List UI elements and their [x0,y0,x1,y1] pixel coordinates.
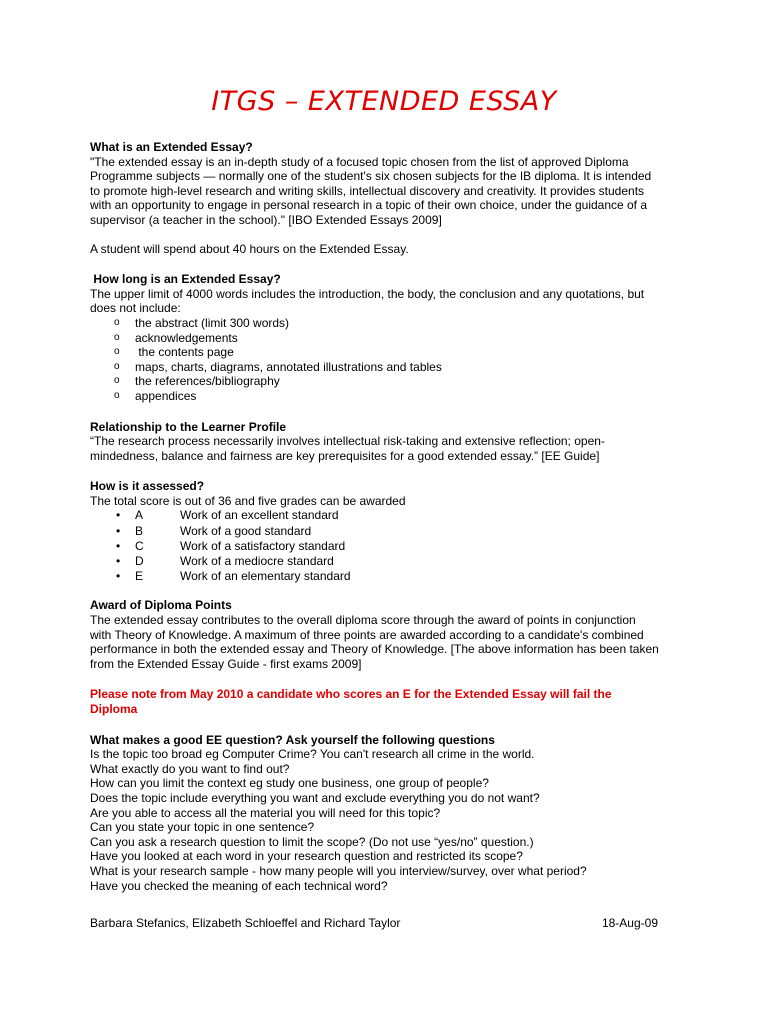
grade-letter: E [135,569,144,584]
paragraph: The upper limit of 4000 words includes the introduction, the body, the conclusion and any quotations, but does not include: [90,286,645,316]
grade-item [90,569,660,584]
grade-desc: Work of an elementary standard [180,569,351,584]
list-item: o the contents page [90,345,660,360]
section-heading: How is it assessed? [90,479,205,494]
list-item: o the abstract (limit 300 words) [90,316,660,331]
exclusion-list [90,316,660,404]
section-heading: Award of Diploma Points [90,598,232,613]
grade-item [90,508,660,523]
paragraph: “The research process necessarily involves intellectual risk-taking and extensive reflection; open-mindedness, balance and fairness are key prerequisites for a good extended essay.” [EE Guide] [90,434,605,463]
footer-authors: Barbara Stefanics, Elizabeth Schloeffel and Richard Taylor [90,916,401,930]
question-line: What is your research sample - how many people will you interview/survey, over what period? [90,863,587,878]
diploma-warning: Please note from May 2010 a candidate who scores an E for the Extended Essay will fail the Diploma [90,687,612,716]
question-line: Are you able to access all the material you will need for this topic? [90,805,441,820]
grade-item [90,524,660,539]
list-item: o appendices [90,389,660,404]
grade-letter: B [135,523,144,538]
paragraph: The total score is out of 36 and five grades can be awarded [90,493,406,508]
grade-item [90,539,660,554]
grade-desc: Work of a good standard [180,523,312,538]
page-footer [90,916,658,930]
section-heading: Relationship to the Learner Profile [90,419,287,434]
page-title: ITGS – EXTENDED ESSAY [211,86,557,117]
question-line: Is the topic too broad eg Computer Crime? You can't research all crime in the world. [90,747,535,762]
grade-item [90,554,660,569]
grade-desc: Work of an excellent standard [180,508,339,523]
question-line: Have you looked at each word in your research question and restricted its scope? [90,849,523,864]
list-item: o maps, charts, diagrams, annotated illustrations and tables [90,360,660,375]
paragraph: "The extended essay is an in-depth study of a focused topic chosen from the list of approved Diploma Programme subjects — normally one of the student's six chosen subjects for the IB diploma. It is intended to promote high-level research and writing skills, intellectual discovery and creativity. It provides students with an opportunity to engage in personal research in a topic of their own choice, under the guidance of a supervisor (a teacher in the school)." [IBO Extended Essays 2009] [90,154,652,227]
grade-letter: A [135,508,144,523]
document-body [90,140,660,893]
grade-desc: Work of a satisfactory standard [180,538,346,553]
question-line: Can you state your topic in one sentence? [90,820,315,835]
grade-letter: D [135,554,144,569]
question-line: What exactly do you want to find out? [90,761,290,776]
question-line: How can you limit the context eg study one business, one group of people? [90,776,489,791]
question-line: Have you checked the meaning of each technical word? [90,878,388,893]
list-item: o the references/bibliography [90,374,660,389]
section-heading: How long is an Extended Essay? [90,272,281,287]
section-heading: What makes a good EE question? Ask yourself the following questions [90,732,495,747]
section-heading: What is an Extended Essay? [90,140,253,154]
grade-list [90,508,660,584]
paragraph: A student will spend about 40 hours on the Extended Essay. [90,241,409,256]
footer-date: 18-Aug-09 [601,916,658,930]
grade-desc: Work of a mediocre standard [180,554,334,569]
paragraph: The extended essay contributes to the overall diploma score through the award of points in conjunction with Theory of Knowledge. A maximum of three points are awarded according to a candidate's combined performance in both the extended essay and Theory of Knowledge. [The above information has been taken from the Extended Essay Guide - first exams 2009] [90,613,659,671]
question-line: Does the topic include everything you want and exclude everything you do not want? [90,790,540,805]
question-line: Can you ask a research question to limit the scope? (Do not use “yes/no” question.) [90,834,534,849]
grade-letter: C [135,538,144,553]
list-item: o acknowledgements [90,331,660,346]
